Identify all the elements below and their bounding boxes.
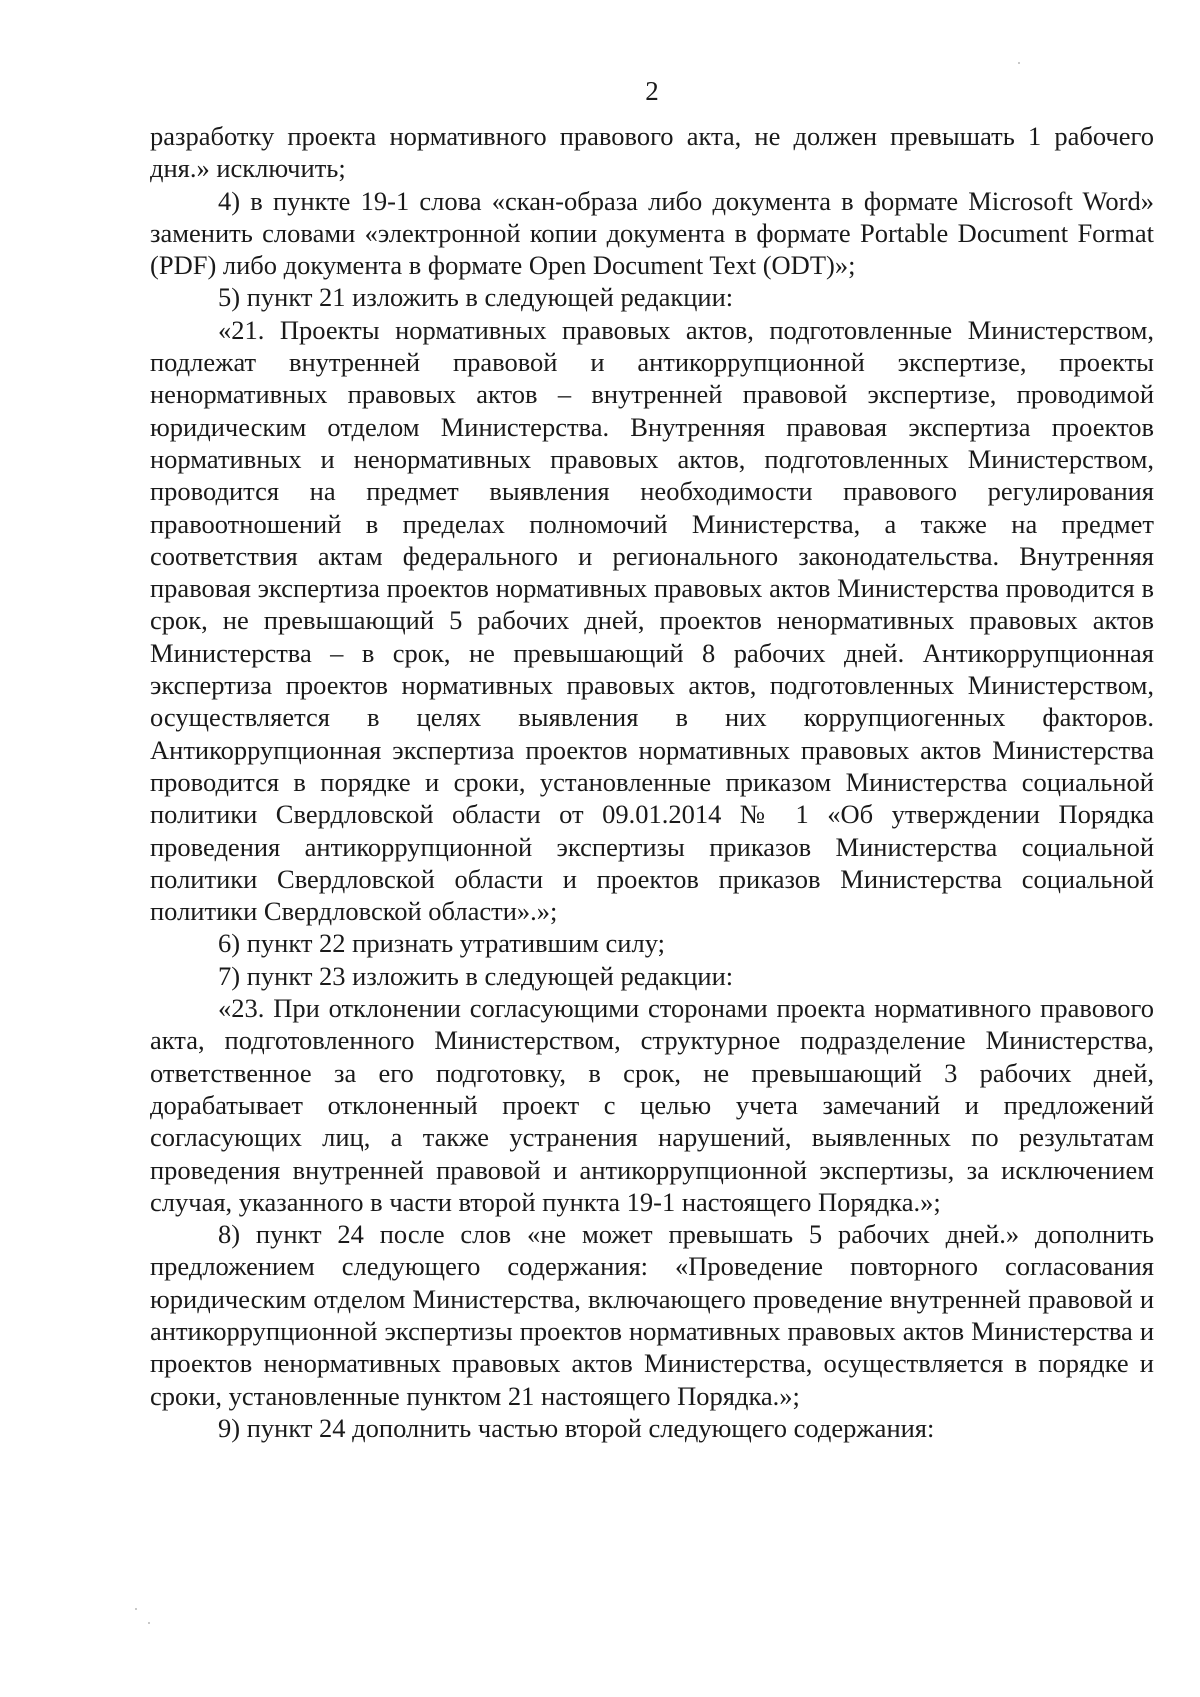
scan-speck [135,1608,137,1610]
paragraph-item-8: 8) пункт 24 после слов «не может превышать 5 рабочих дней.» дополнить предложением следующего содержания: «Проведение повторного согласования юридическим отделом Министерства, включающего проведение внутренней правовой и антикоррупционной экспертизы проектов нормативных правовых актов Министерства и проектов ненормативных правовых актов Министерства, осуществляется в порядке и сроки, установленные пунктом 21 настоящего Порядка.»; [150,1219,1154,1411]
paragraph-clause-21: «21. Проекты нормативных правовых актов, подготовленные Министерством, подлежат внутренней правовой и антикоррупционной экспертизе, проекты ненормативных правовых актов – внутренней правовой экспертизе, проводимой юридическим отделом Министерства. Внутренняя правовая экспертиза проектов нормативных и ненормативных правовых актов, подготовленных Министерством, проводится на предмет выявления необходимости правового регулирования правоотношений в пределах полномочий Министерства, а также на предмет соответствия актам федерального и регионального законодательства. Внутренняя правовая экспертиза проектов нормативных правовых актов Министерства проводится в срок, не превышающий 5 рабочих дней, проектов ненормативных правовых актов Министерства – в срок, не превышающий 8 рабочих дней. Антикоррупционная экспертиза проектов нормативных правовых актов, подготовленных Министерством, осуществляется в целях выявления в них коррупциогенных факторов. Антикоррупционная экспертиза проектов нормативных правовых актов Министерства проводится в порядке и сроки, установленные приказом Министерства социальной политики Свердловской области от 09.01.2014 № 1 «Об утверждении Порядка проведения антикоррупционной экспертизы приказов Министерства социальной политики Свердловской области и проектов приказов Министерства социальной политики Свердловской области».»; [150,314,1154,927]
paragraph-item-6: 6) пункт 22 признать утратившим силу; [218,928,665,959]
paragraph-item-7: 7) пункт 23 изложить в следующей редакции: [218,960,734,991]
paragraph-item-5: 5) пункт 21 изложить в следующей редакции: [218,282,734,313]
document-page [150,0,1154,1697]
scan-speck [1018,62,1020,64]
scan-speck [148,1622,150,1624]
page-number: 2 [645,76,659,106]
document-body [150,120,1154,1444]
paragraph-clause-23: «23. При отклонении согласующими сторонами проекта нормативного правового акта, подготовленного Министерством, структурное подразделение Министерства, ответственное за его подготовку, в срок, не превышающий 3 рабочих дней, дорабатывает отклоненный проект с целью учета замечаний и предложений согласующих лиц, а также устранения нарушений, выявленных по результатам проведения внутренней правовой и антикоррупционной экспертизы, за исключением случая, указанного в части второй пункта 19-1 настоящего Порядка.»; [150,993,1154,1217]
paragraph-item-9: 9) пункт 24 дополнить частью второй следующего содержания: [218,1412,935,1443]
paragraph-continuation: разработку проекта нормативного правового акта, не должен превышать 1 рабочего дня.» исключить; [150,121,1154,184]
paragraph-item-4: 4) в пункте 19-1 слова «скан-образа либо документа в формате Microsoft Word» заменить словами «электронной копии документа в формате Portable Document Format (PDF) либо документа в формате Open Document Text (ODT)»; [150,185,1154,281]
